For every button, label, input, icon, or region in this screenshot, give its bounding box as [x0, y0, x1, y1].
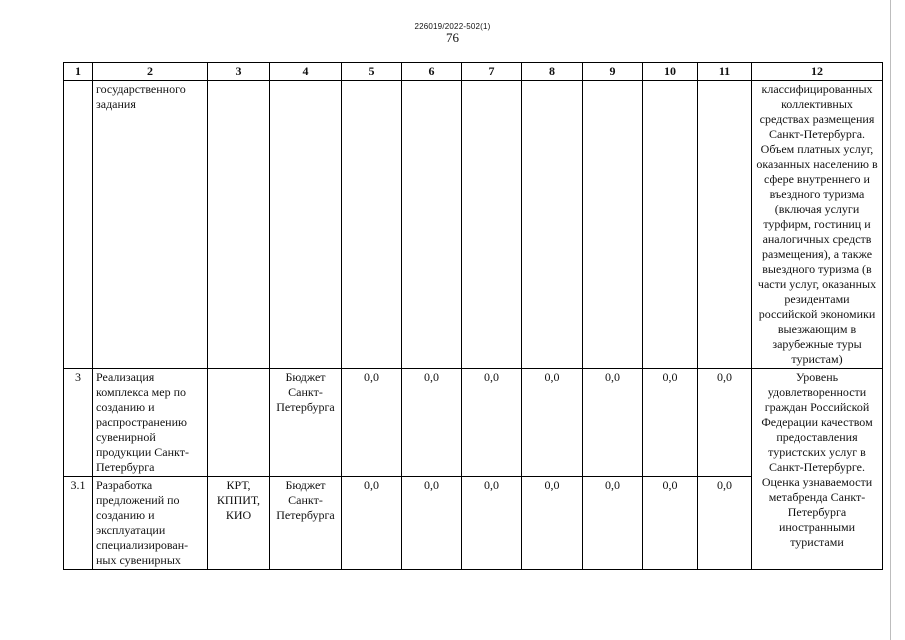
- column-header: 9: [583, 63, 643, 81]
- scan-edge-line: [890, 0, 891, 640]
- value-cell: 0,0: [402, 369, 462, 477]
- value-cell: [402, 81, 462, 369]
- row-number-cell: [64, 81, 93, 369]
- column-header: 10: [643, 63, 698, 81]
- column-header: 4: [270, 63, 342, 81]
- value-cell: 0,0: [583, 369, 643, 477]
- value-cell: 0,0: [583, 477, 643, 570]
- value-cell: [583, 81, 643, 369]
- column-header: 1: [64, 63, 93, 81]
- value-cell: [643, 81, 698, 369]
- value-cell: 0,0: [643, 369, 698, 477]
- value-cell: 0,0: [462, 477, 522, 570]
- program-table: [63, 62, 883, 570]
- row-number-cell: 3.1: [64, 477, 93, 570]
- executor-cell: КРТ, КППИТ, КИО: [208, 477, 270, 570]
- column-header: 3: [208, 63, 270, 81]
- column-header: 8: [522, 63, 583, 81]
- value-cell: 0,0: [522, 477, 583, 570]
- column-header: 11: [698, 63, 752, 81]
- value-cell: 0,0: [698, 369, 752, 477]
- value-cell: 0,0: [402, 477, 462, 570]
- column-header: 6: [402, 63, 462, 81]
- value-cell: 0,0: [698, 477, 752, 570]
- source-cell: Бюджет Санкт-Петербурга: [270, 369, 342, 477]
- indicator-cell: классифицированных коллективных средствах размещения Санкт-Петербурга. Объем платных услуг, оказанных населению в сфере внутреннего и въездного туризма (включая услуги турфирм, гостиниц и аналогичных средств размещения), а также выездного туризма (в части услуг, оказанных резидентами российской экономики выезжающим в зарубежные туры туристам): [752, 81, 883, 369]
- column-header: 2: [93, 63, 208, 81]
- table-header-row: [64, 63, 883, 81]
- measure-name-cell: Разработка предложений по созданию и эксплуатации специализирован-ных сувенирных: [93, 477, 208, 570]
- value-cell: 0,0: [643, 477, 698, 570]
- page-number: 76: [446, 30, 459, 45]
- source-cell: [270, 81, 342, 369]
- column-header: 5: [342, 63, 402, 81]
- table-row: [64, 369, 883, 477]
- executor-cell: [208, 369, 270, 477]
- document-id: 226019/2022-502(1): [414, 22, 491, 31]
- column-header: 7: [462, 63, 522, 81]
- value-cell: [342, 81, 402, 369]
- value-cell: 0,0: [522, 369, 583, 477]
- table-row: [64, 81, 883, 369]
- indicator-cell: Уровень удовлетворенности граждан Российской Федерации качеством предоставления туристских услуг в Санкт-Петербурге. Оценка узнаваемости метабренда Санкт-Петербурга иностранными туристами: [752, 369, 883, 570]
- source-cell: Бюджет Санкт-Петербурга: [270, 477, 342, 570]
- measure-name-cell: государственного задания: [93, 81, 208, 369]
- value-cell: 0,0: [342, 369, 402, 477]
- row-number-cell: 3: [64, 369, 93, 477]
- column-header: 12: [752, 63, 883, 81]
- value-cell: 0,0: [342, 477, 402, 570]
- value-cell: [522, 81, 583, 369]
- value-cell: [462, 81, 522, 369]
- value-cell: 0,0: [462, 369, 522, 477]
- executor-cell: [208, 81, 270, 369]
- value-cell: [698, 81, 752, 369]
- measure-name-cell: Реализация комплекса мер по созданию и распространению сувенирной продукции Санкт-Петербурга: [93, 369, 208, 477]
